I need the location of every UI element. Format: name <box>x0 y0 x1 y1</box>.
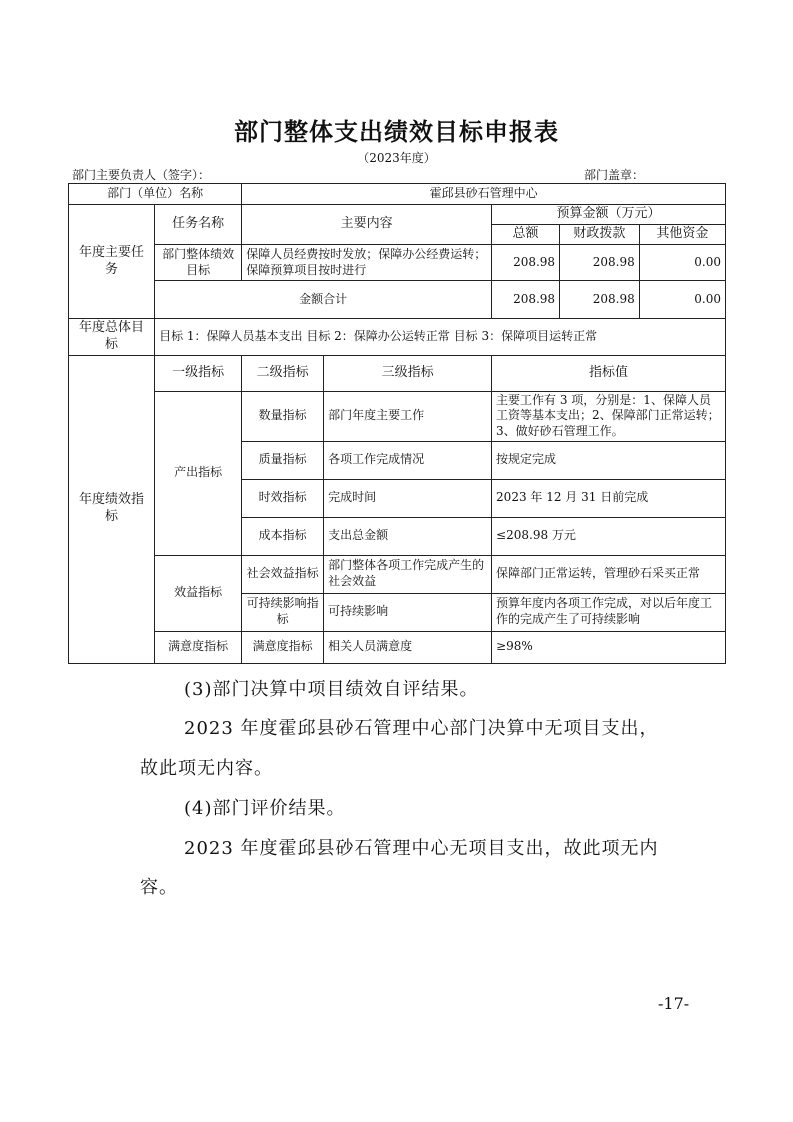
lvl2-cell: 社会效益指标 <box>242 555 324 593</box>
page-number: -17- <box>658 994 690 1013</box>
lvl2-cell: 成本指标 <box>242 517 324 555</box>
value-cell: 按规定完成 <box>492 441 726 479</box>
fiscal-header: 财政拨款 <box>560 225 640 245</box>
lvl2-cell: 时效指标 <box>242 479 324 517</box>
task-name-header: 任务名称 <box>155 205 242 245</box>
seal-label: 部门盖章： <box>584 168 645 182</box>
annual-tasks-label: 年度主要任务 <box>69 205 155 319</box>
section-3-text-line2: 故此项无内容。 <box>140 758 273 779</box>
indicator-header-row <box>69 355 726 391</box>
sum-total: 208.98 <box>492 281 560 319</box>
section-4-text-line2: 容。 <box>140 877 178 898</box>
page-title: 部门整体支出绩效目标申报表 <box>234 118 559 146</box>
lvl1-header: 一级指标 <box>155 355 242 391</box>
task-total: 208.98 <box>492 245 560 281</box>
signer-label: 部门主要负责人（签字）： <box>72 168 211 182</box>
lvl2-cell: 质量指标 <box>242 441 324 479</box>
sum-row <box>69 281 726 319</box>
performance-table <box>68 183 726 664</box>
lvl3-cell: 各项工作完成情况 <box>324 441 492 479</box>
sum-other: 0.00 <box>639 281 725 319</box>
overall-goal-value: 目标 1：保障人员基本支出 目标 2：保障办公运转正常 目标 3：保障项目运转正常 <box>155 319 726 356</box>
other-header: 其他资金 <box>639 225 725 245</box>
task-fiscal: 208.98 <box>560 245 640 281</box>
satisfaction-lvl1: 满意度指标 <box>155 631 242 663</box>
value-cell: 预算年度内各项工作完成，对以后年度工作的完成产生了可持续影响 <box>492 593 726 631</box>
total-header: 总额 <box>492 225 560 245</box>
main-content-header: 主要内容 <box>242 205 492 245</box>
section-3-heading: (3)部门决算中项目绩效自评结果。 <box>184 679 479 700</box>
satisfaction-value: ≥98% <box>492 631 726 663</box>
value-cell: 主要工作有 3 项，分别是：1、保障人员工资等基本支出；2、保障部门正常运转；3、做好砂石管理工作。 <box>492 391 726 441</box>
sum-fiscal: 208.98 <box>560 281 640 319</box>
lvl2-cell: 可持续影响指标 <box>242 593 324 631</box>
value-cell: ≤208.98 万元 <box>492 517 726 555</box>
task-row <box>69 245 726 281</box>
section-4-heading: (4)部门评价结果。 <box>184 798 346 819</box>
lvl3-cell: 支出总金额 <box>324 517 492 555</box>
value-cell: 保障部门正常运转，管理砂石采买正常 <box>492 555 726 593</box>
task-name: 部门整体绩效目标 <box>155 245 242 281</box>
satisfaction-lvl3: 相关人员满意度 <box>324 631 492 663</box>
output-label: 产出指标 <box>155 391 242 555</box>
value-cell: 2023 年 12 月 31 日前完成 <box>492 479 726 517</box>
lvl3-cell: 可持续影响 <box>324 593 492 631</box>
overall-goal-row <box>69 319 726 356</box>
lvl3-cell: 部门整体各项工作完成产生的社会效益 <box>324 555 492 593</box>
section-4-text-line1: 2023 年度霍邱县砂石管理中心无项目支出，故此项无内 <box>184 838 659 859</box>
lvl2-header: 二级指标 <box>242 355 324 391</box>
unit-row <box>69 184 726 205</box>
section-3-text-line1: 2023 年度霍邱县砂石管理中心部门决算中无项目支出， <box>184 718 659 739</box>
overall-goal-label: 年度总体目标 <box>69 319 155 356</box>
year-note: （2023年度） <box>357 151 436 165</box>
value-header: 指标值 <box>492 355 726 391</box>
satisfaction-row <box>69 631 726 663</box>
budget-header: 预算金额（万元） <box>492 205 726 225</box>
benefit-label: 效益指标 <box>155 555 242 631</box>
task-content: 保障人员经费按时发放；保障办公经费运转；保障预算项目按时进行 <box>242 245 492 281</box>
sum-label: 金额合计 <box>155 281 492 319</box>
unit-label: 部门（单位）名称 <box>69 184 242 205</box>
perf-label: 年度绩效指标 <box>69 355 155 663</box>
satisfaction-lvl2: 满意度指标 <box>242 631 324 663</box>
table-row <box>69 391 726 441</box>
task-other: 0.00 <box>639 245 725 281</box>
lvl2-cell: 数量指标 <box>242 391 324 441</box>
unit-value: 霍邱县砂石管理中心 <box>242 184 726 205</box>
table-row <box>69 555 726 593</box>
lvl3-cell: 部门年度主要工作 <box>324 391 492 441</box>
lvl3-header: 三级指标 <box>324 355 492 391</box>
lvl3-cell: 完成时间 <box>324 479 492 517</box>
